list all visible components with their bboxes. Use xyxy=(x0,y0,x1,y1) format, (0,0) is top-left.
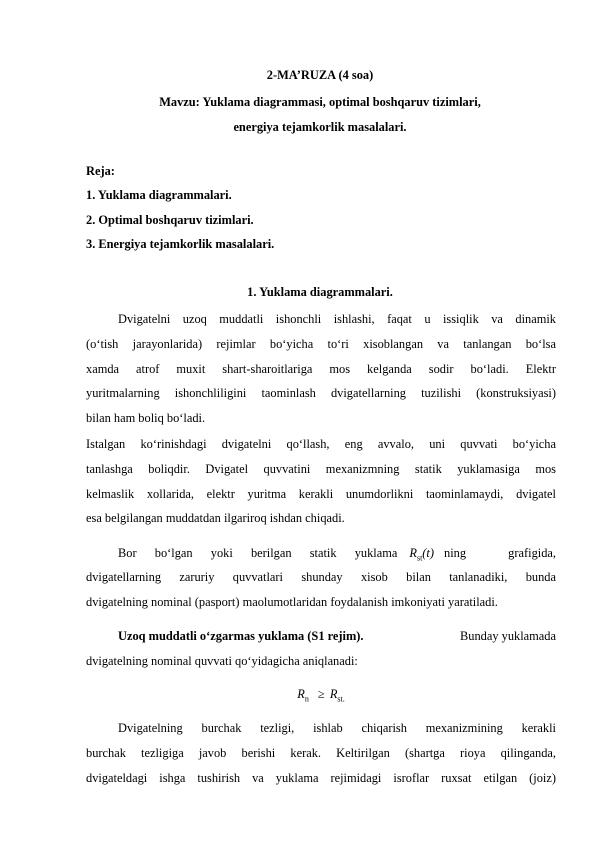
formula-right xyxy=(329,687,345,704)
paragraph4-line-2: dvigatelning nominal quvvati qo‘yidagicha aniqlanadi: xyxy=(86,654,358,668)
load-symbol xyxy=(409,545,434,566)
section-heading: 1. Yuklama diagrammalari. xyxy=(247,285,393,299)
lecture-title: 2-MA’RUZA (4 soa) xyxy=(266,68,374,82)
plan-item-3: 3. Energiya tejamkorlik masalalari. xyxy=(86,237,275,251)
formula-operator: ≥ xyxy=(317,687,325,701)
topic-line-2: energiya tejamkorlik masalalari. xyxy=(233,120,407,134)
paragraph4-bold-title: Uzoq muddatli o‘zgarmas yuklama (S1 rejim). xyxy=(118,629,364,643)
paragraph1-line-3: xamda atrof muxit shart-sharoitlariga mos kelganda sodir bo‘ladi. Elektr xyxy=(86,362,556,376)
paragraph2-line-2: tanlashga boliqdir. Dvigatel quvvatini mexanizmning statik yuklamasiga mos xyxy=(86,462,556,476)
paragraph1-line-4: yuritmalarning ishonchliligini taominlash dvigatellarning tuzilishi (konstruksiyasi) xyxy=(86,386,556,400)
paragraph2-line-4: esa belgilangan muddatdan ilgariroq ishdan chiqadi. xyxy=(86,511,345,525)
paragraph1-line-5: bilan ham boliq bo‘ladi. xyxy=(86,411,206,425)
paragraph2-line-3: kelmaslik xollarida, elektr yuritma kerakli unumdorlikni taominlamaydi, dvigatel xyxy=(86,487,556,501)
plan-heading: Reja: xyxy=(86,164,115,178)
plan-item-2: 2. Optimal boshqaruv tizimlari. xyxy=(86,213,254,227)
paragraph5-line-2: burchak tezligiga javob berishi kerak. Keltirilgan (shartga rioya qilinganda, xyxy=(86,746,556,760)
paragraph3-line-3: dvigatelning nominal (pasport) maolumotlaridan foydalanish imkoniyati yaratiladi. xyxy=(86,595,498,609)
formula-left-symbol: R xyxy=(297,687,305,701)
paragraph3-text-before: Bor bo‘lgan yoki berilgan statik yuklama xyxy=(118,546,398,560)
paragraph1-line-1: Dvigatelni uzoq muddatli ishonchli ishlashi, faqat u issiqlik va dinamik xyxy=(118,312,556,326)
paragraph5-line-3: dvigateldagi ishga tushirish va yuklama rejimidagi isroflar ruxsat etilgan (joiz) xyxy=(86,771,556,785)
paragraph3-line-2: dvigatellarning zaruriy quvvatlari shunday xisob bilan tanlanadiki, bunda xyxy=(86,570,556,584)
formula-left xyxy=(297,687,309,704)
formula-right-subscript: st. xyxy=(337,694,345,704)
paragraph3-line-1 xyxy=(118,545,556,566)
formula-left-subscript: n xyxy=(304,694,309,704)
paragraph3-text-after: ning grafigida, xyxy=(444,546,556,560)
power-formula xyxy=(0,686,596,707)
load-symbol-subscript: st xyxy=(416,553,423,563)
load-symbol-letter: R xyxy=(409,546,417,560)
paragraph4-text: Bunday yuklamada xyxy=(459,629,556,643)
paragraph4-line-1 xyxy=(118,628,556,644)
load-symbol-argument: (t) xyxy=(422,546,434,560)
formula-right-symbol: R xyxy=(329,687,338,701)
plan-item-1: 1. Yuklama diagrammalari. xyxy=(86,188,232,202)
paragraph1-line-2: (o‘tish jarayonlarida) rejimlar bo‘yicha to‘ri xisoblangan va tanlangan bo‘lsa xyxy=(86,337,556,351)
paragraph2-line-1: Istalgan ko‘rinishdagi dvigatelni qo‘llash, eng avvalo, uni quvvati bo‘yicha xyxy=(86,437,556,451)
paragraph5-line-1: Dvigatelning burchak tezligi, ishlab chiqarish mexanizmining kerakli xyxy=(118,721,556,735)
topic-line-1: Mavzu: Yuklama diagrammasi, optimal boshqaruv tizimlari, xyxy=(159,95,481,109)
